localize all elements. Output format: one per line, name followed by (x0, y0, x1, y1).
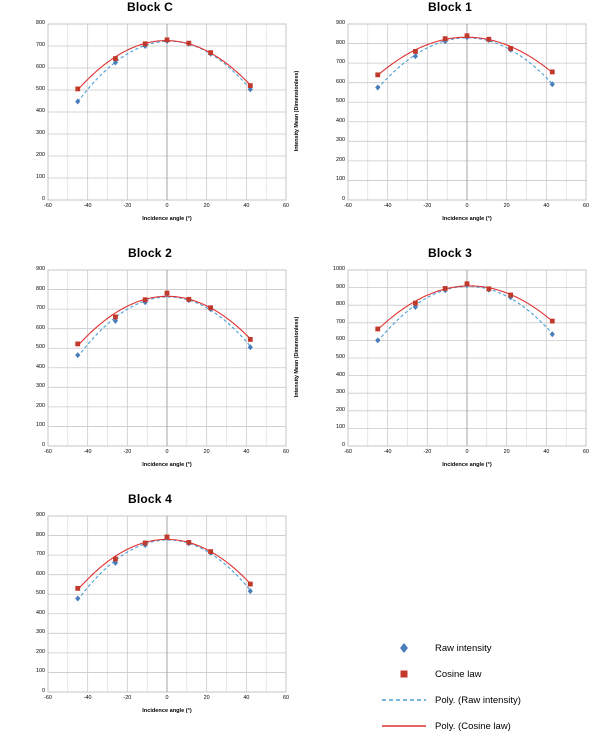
x-tick-label: 40 (243, 203, 250, 209)
y-tick-label: 200 (36, 152, 45, 158)
data-point-cosine-law (413, 49, 418, 54)
x-tick-label: 0 (165, 695, 169, 701)
chart-title: Block C (126, 0, 174, 14)
y-tick-label: 300 (336, 137, 345, 144)
y-tick-label: 800 (36, 285, 45, 292)
data-point-cosine-law (443, 286, 448, 291)
y-tick-label: 800 (36, 20, 45, 26)
x-tick-label: 40 (543, 203, 550, 209)
data-point-cosine-law (248, 83, 253, 88)
data-point-cosine-law (248, 337, 253, 342)
x-tick-label: -60 (44, 695, 52, 701)
x-axis-label: Incidence angle (°) (442, 462, 492, 468)
y-tick-label: 700 (336, 318, 345, 325)
y-tick-label: 200 (336, 406, 345, 413)
x-tick-label: -60 (344, 449, 352, 455)
y-tick-label: 100 (336, 424, 345, 431)
x-tick-label: 60 (283, 449, 289, 455)
data-point-cosine-law (75, 586, 80, 591)
plot-area-block-c (0, 14, 300, 234)
plot-area-block-4 (0, 506, 300, 726)
data-point-cosine-law (143, 41, 148, 46)
x-tick-label: 0 (165, 203, 169, 209)
data-point-cosine-law (508, 46, 513, 51)
y-axis-label: Intensity Mean (Dimensionless) (294, 70, 300, 152)
data-point-cosine-law (75, 87, 80, 92)
y-tick-label: 100 (36, 668, 45, 675)
y-tick-label: 200 (36, 648, 45, 655)
data-point-cosine-law (186, 297, 191, 302)
y-tick-label: 0 (342, 196, 345, 202)
x-tick-label: 60 (283, 203, 289, 209)
data-point-cosine-law (465, 33, 470, 38)
data-point-cosine-law (550, 70, 555, 75)
y-tick-label: 700 (36, 551, 45, 558)
chart-svg (0, 14, 300, 234)
y-tick-label: 900 (36, 512, 45, 518)
plot-area-block-2 (0, 260, 300, 480)
chart-svg (300, 14, 600, 234)
blue-dashed-line (375, 695, 433, 705)
data-point-cosine-law (186, 41, 191, 46)
x-tick-label: 60 (583, 203, 589, 209)
x-tick-label: -60 (344, 203, 352, 209)
x-tick-label: -60 (44, 203, 52, 209)
y-tick-label: 300 (36, 130, 45, 136)
red-solid-line (375, 721, 433, 731)
legend-label: Poly. (Cosine law) (435, 720, 511, 732)
chart-title: Block 2 (127, 246, 173, 260)
data-point-cosine-law (375, 327, 380, 332)
data-point-cosine-law (113, 557, 118, 562)
y-tick-label: 0 (42, 688, 45, 694)
y-tick-label: 200 (336, 156, 345, 163)
x-tick-label: -40 (383, 203, 392, 209)
blue-diamond-marker (375, 641, 433, 655)
data-point-cosine-law (75, 342, 80, 347)
chart-title: Block 1 (427, 0, 473, 14)
chart-svg (300, 260, 600, 480)
y-tick-label: 300 (36, 629, 45, 636)
y-tick-label: 700 (36, 305, 45, 312)
x-axis-label: Incidence angle (°) (442, 216, 492, 222)
chart-legend (375, 635, 585, 739)
chart-title: Block 3 (427, 246, 473, 260)
y-tick-label: 500 (336, 354, 345, 360)
chart-panel-block-2 (0, 246, 300, 482)
chart-svg (0, 506, 300, 726)
y-tick-label: 300 (36, 383, 45, 390)
data-point-cosine-law (208, 549, 213, 554)
y-tick-label: 800 (36, 531, 45, 538)
y-tick-label: 700 (336, 59, 345, 66)
y-tick-label: 500 (36, 344, 45, 351)
x-tick-label: 40 (243, 695, 250, 701)
y-axis-label: Intensity Mean (Dimensionless) (294, 316, 300, 398)
legend-label: Cosine law (435, 668, 482, 680)
y-tick-label: 500 (36, 86, 45, 92)
y-tick-label: 500 (336, 98, 345, 105)
chart-svg (0, 260, 300, 480)
chart-panel-block-3 (294, 246, 600, 482)
x-tick-label: 60 (283, 695, 289, 701)
legend-item-cosine-law (375, 661, 585, 687)
y-tick-label: 100 (36, 422, 45, 429)
y-tick-label: 100 (336, 176, 345, 183)
x-tick-label: 40 (543, 449, 550, 455)
x-tick-label: 20 (203, 203, 210, 209)
x-tick-label: 60 (583, 449, 589, 455)
y-tick-label: 400 (36, 108, 45, 114)
y-tick-label: 0 (42, 442, 45, 448)
y-tick-label: 600 (36, 324, 45, 331)
y-tick-label: 400 (336, 117, 345, 124)
y-tick-label: 700 (36, 42, 45, 48)
x-tick-label: -40 (83, 695, 92, 701)
data-point-cosine-law (208, 50, 213, 55)
y-tick-label: 600 (336, 336, 345, 343)
data-point-cosine-law (165, 37, 170, 42)
chart-panel-block-4 (0, 492, 300, 728)
y-tick-label: 900 (36, 266, 45, 272)
data-point-cosine-law (486, 37, 491, 42)
y-tick-label: 200 (36, 402, 45, 409)
y-tick-label: 900 (336, 20, 345, 26)
x-tick-label: 0 (465, 203, 469, 209)
y-tick-label: 600 (336, 78, 345, 85)
data-point-cosine-law (375, 72, 380, 77)
x-tick-label: -40 (83, 449, 92, 455)
chart-title: Block 4 (127, 492, 173, 506)
legend-item-poly-raw-intensity (375, 687, 585, 713)
x-tick-label: -20 (423, 203, 432, 209)
x-tick-label: 20 (203, 449, 210, 455)
x-tick-label: -60 (44, 449, 52, 455)
x-tick-label: -20 (123, 695, 132, 701)
y-tick-label: 0 (342, 442, 345, 448)
y-tick-label: 400 (36, 363, 45, 370)
y-tick-label: 600 (36, 64, 45, 70)
data-point-cosine-law (113, 315, 118, 320)
y-tick-label: 500 (36, 590, 45, 597)
x-tick-label: 20 (503, 449, 510, 455)
x-axis-label: Incidence angle (°) (142, 216, 192, 222)
data-point-cosine-law (465, 281, 470, 286)
legend-item-poly-cosine-law (375, 713, 585, 739)
data-point-cosine-law (208, 305, 213, 310)
data-point-cosine-law (143, 297, 148, 302)
y-tick-label: 100 (36, 174, 45, 180)
x-tick-label: -40 (383, 449, 392, 455)
y-tick-label: 600 (36, 570, 45, 577)
data-point-cosine-law (508, 293, 513, 298)
chart-panel-block-c (0, 0, 300, 236)
x-axis-label: Incidence angle (°) (142, 708, 192, 714)
red-square-marker (375, 667, 433, 681)
y-tick-label: 300 (336, 389, 345, 396)
x-tick-label: -20 (123, 203, 132, 209)
data-point-cosine-law (143, 541, 148, 546)
data-point-cosine-law (165, 291, 170, 296)
data-point-cosine-law (486, 286, 491, 291)
x-tick-label: 20 (503, 203, 510, 209)
x-axis-label: Incidence angle (°) (142, 462, 192, 468)
x-tick-label: -20 (423, 449, 432, 455)
x-tick-label: 20 (203, 695, 210, 701)
data-point-cosine-law (443, 36, 448, 41)
y-tick-label: 900 (336, 283, 345, 290)
x-tick-label: 0 (465, 449, 469, 455)
legend-label: Poly. (Raw intensity) (435, 694, 521, 706)
data-point-cosine-law (550, 319, 555, 324)
x-tick-label: -40 (83, 203, 92, 209)
legend-item-raw-intensity (375, 635, 585, 661)
plot-area-block-1 (294, 14, 600, 234)
legend-label: Raw intensity (435, 642, 492, 654)
data-point-cosine-law (413, 301, 418, 306)
x-tick-label: 40 (243, 449, 250, 455)
x-tick-label: 0 (165, 449, 169, 455)
y-tick-label: 0 (42, 196, 45, 202)
data-point-cosine-law (186, 540, 191, 545)
data-point-cosine-law (165, 535, 170, 540)
data-point-cosine-law (113, 56, 118, 61)
y-tick-label: 400 (336, 371, 345, 378)
y-tick-label: 800 (336, 301, 345, 308)
data-point-cosine-law (248, 582, 253, 587)
y-tick-label: 800 (336, 39, 345, 46)
y-tick-label: 1000 (333, 266, 345, 272)
plot-area-block-3 (294, 260, 600, 480)
chart-panel-block-1 (294, 0, 600, 236)
x-tick-label: -20 (123, 449, 132, 455)
y-tick-label: 400 (36, 609, 45, 616)
